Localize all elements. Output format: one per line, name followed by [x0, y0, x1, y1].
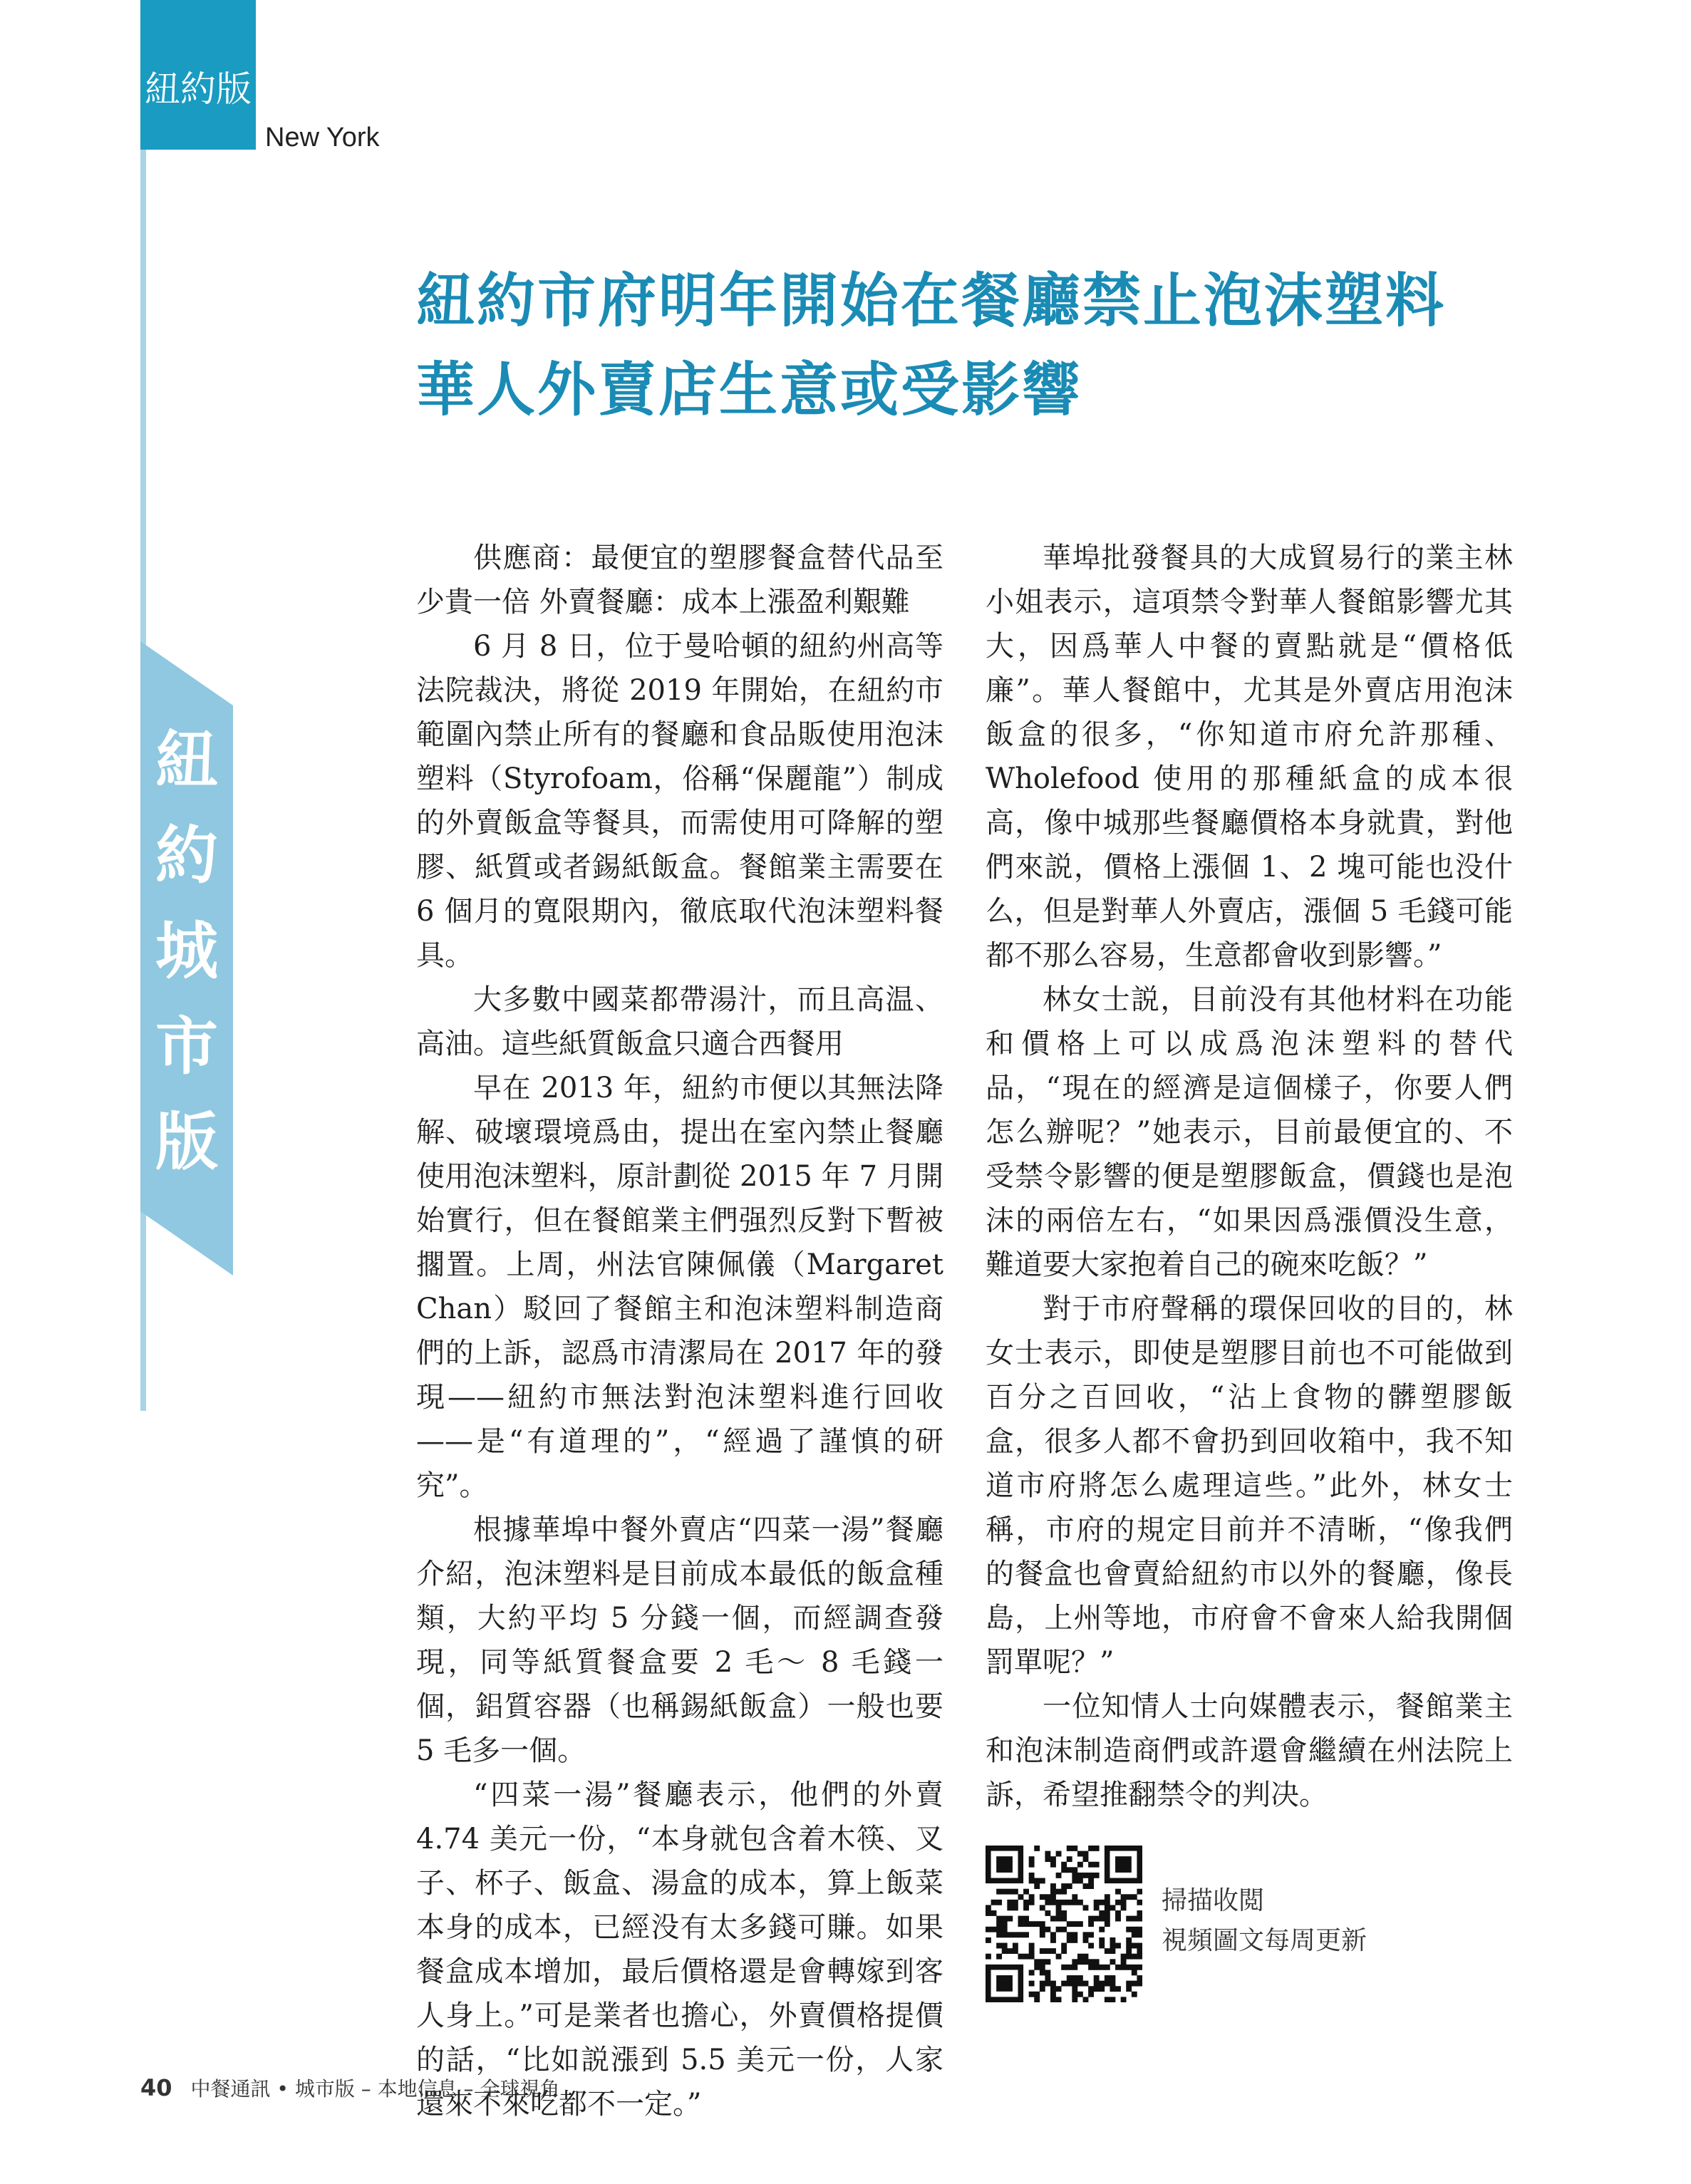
city-tab-char: 城 [155, 914, 218, 988]
qr-code[interactable] [986, 1846, 1142, 2002]
article-paragraph: 6 月 8 日，位于曼哈頓的紐約州高等法院裁決，將從 2019 年開始，在紐約市範圍內禁止所有的餐廳和食品販使用泡沫塑料（Styrofoam，俗稱“保麗龍”）制成的外賣飯盒等餐具，而需使用可降解的塑膠、紙質或者錫紙飯盒。餐館業主需要在 6 個月的寬限期內，徹底取代泡沫塑料餐具。 [416, 630, 943, 972]
page-number: 40 [140, 2074, 172, 2101]
article-headline [416, 257, 1485, 435]
qr-caption-line-2: 視頻圖文每周更新 [1162, 1926, 1367, 1955]
qr-caption-line-1: 掃描收閲 [1162, 1886, 1265, 1915]
article-paragraph: 早在 2013 年，紐約市便以其無法降解、破壞環境爲由，提出在室內禁止餐廳使用泡沫塑料，原計劃從 2015 年 7 月開始實行，但在餐館業主們强烈反對下暫被擱置。上周，州法官陳佩儀（Margaret Chan）駁回了餐館主和泡沫塑料制造商們的上訴，認爲市清潔局在 2017 年的發現——紐約市無法對泡沫塑料進行回收——是“有道理的”，“經過了謹慎的研究”。 [416, 1072, 943, 1502]
city-tab-char: 紐 [155, 723, 218, 797]
section-tab-label: 紐約版 [145, 68, 252, 110]
article-paragraph: 華埠批發餐具的大成貿易行的業主林小姐表示，這項禁令對華人餐館影響尤其大，因爲華人中餐的賣點就是“價格低廉”。華人餐館中，尤其是外賣店用泡沫飯盒的很多，“你知道市府允許那種、Wholefood 使用的那種紙盒的成本很高，像中城那些餐廳價格本身就貴，對他們來説，價格上漲個 1、2 塊可能也没什么，但是對華人外賣店，漲個 5 毛錢可能都不那么容易，生意都會收到影響。” [986, 542, 1513, 972]
article-paragraph: 根據華埠中餐外賣店“四菜一湯”餐廳介紹，泡沫塑料是目前成本最低的飯盒種類，大約平均 5 分錢一個，而經調查發現，同等紙質餐盒要 2 毛～ 8 毛錢一個，鋁質容器（也稱錫紙飯盒）一般也要 5 毛多一個。 [416, 1513, 943, 1767]
qr-caption [1162, 1881, 1367, 1961]
article-lead: 供應商：最便宜的塑膠餐盒替代品至少貴一倍 外賣餐廳：成本上漲盈利艱難 [416, 542, 943, 619]
article-paragraph: 一位知情人士向媒體表示，餐館業主和泡沫制造商們或許還會繼續在州法院上訴，希望推翻禁令的判决。 [986, 1690, 1513, 1811]
city-edition-tab [140, 641, 233, 1275]
article-column-left [416, 536, 943, 2126]
city-tab-label [140, 713, 233, 1190]
headline-line-1: 紐約市府明年開始在餐廳禁止泡沫塑料 [416, 266, 1447, 335]
headline-line-2: 華人外賣店生意或受影響 [416, 356, 1083, 424]
page-footer [140, 2074, 559, 2102]
article-paragraph: 大多數中國菜都帶湯汁，而且高温、高油。這些紙質飯盒只適合西餐用 [416, 983, 943, 1060]
article-paragraph: “四菜一湯”餐廳表示，他們的外賣 4.74 美元一份，“本身就包含着木筷、叉子、杯子、飯盒、湯盒的成本，算上飯菜本身的成本，已經没有太多錢可賺。如果餐盒成本增加，最后價格還是會轉嫁到客人身上。”可是業者也擔心，外賣價格提價的話，“比如説漲到 5.5 美元一份，人家還來不來吃都不一定。” [416, 1779, 943, 2121]
city-tab-char: 市 [155, 1010, 218, 1083]
section-tab [140, 0, 256, 150]
city-tab-char: 約 [155, 819, 218, 892]
footer-text: 中餐通訊 • 城市版 – 本地信息 – 全球視角 [190, 2077, 560, 2101]
section-subtitle: New York [265, 123, 380, 152]
city-tab-char: 版 [155, 1105, 218, 1179]
article-paragraph: 林女士説，目前没有其他材料在功能和價格上可以成爲泡沫塑料的替代品，“現在的經濟是這個樣子，你要人們怎么辦呢？”她表示，目前最便宜的、不受禁令影響的便是塑膠飯盒，價錢也是泡沫的兩倍左右，“如果因爲漲價没生意，難道要大家抱着自己的碗來吃飯？” [986, 983, 1513, 1281]
article-paragraph: 對于市府聲稱的環保回收的目的，林女士表示，即使是塑膠目前也不可能做到百分之百回收，“沾上食物的髒塑膠飯盒，很多人都不會扔到回收箱中，我不知道市府將怎么處理這些。”此外，林女士稱，市府的規定目前并不清晰，“像我們的餐盒也會賣給紐約市以外的餐廳，像長島，上州等地，市府會不會來人給我開個罰單呢？” [986, 1293, 1513, 1679]
article-column-right [986, 536, 1513, 1817]
qr-code-icon [986, 1846, 1142, 2002]
